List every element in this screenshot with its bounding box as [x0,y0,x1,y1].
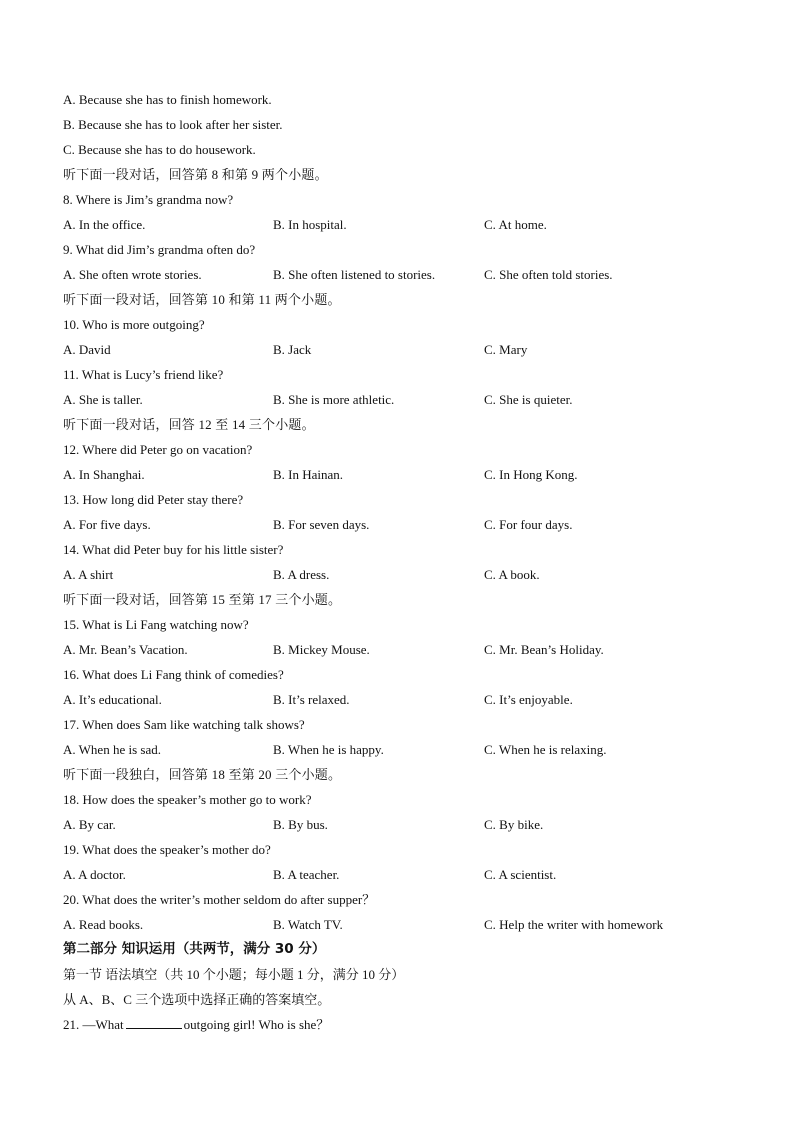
q11-stem: 11. What is Lucy’s friend like? [63,367,224,382]
q11-option-a: A. She is taller. [63,392,143,407]
q11-option-b: B. She is more athletic. [273,392,395,407]
q10-stem: 10. Who is more outgoing? [63,317,205,332]
q15-options [63,637,743,662]
q9-option-c: C. She often told stories. [484,267,613,282]
q13-option-a: A. For five days. [63,517,151,532]
q9-stem: 9. What did Jim’s grandma often do? [63,242,256,257]
q8-stem: 8. Where is Jim’s grandma now? [63,192,234,207]
section1-title: 第一节 语法填空（共 10 个小题；每小题 1 分，满分 10 分） [63,967,405,982]
q16-options [63,687,743,712]
q10-option-a: A. David [63,342,111,357]
q10-options [63,337,743,362]
q7-option-c: C. Because she has to do housework. [63,142,256,157]
q12-option-a: A. In Shanghai. [63,467,145,482]
q19-stem: 19. What does the speaker’s mother do? [63,842,271,857]
q21-stem-after: outgoing girl! Who is she？ [183,1017,330,1032]
q16-stem: 16. What does Li Fang think of comedies? [63,667,284,682]
q21-stem [63,1012,743,1037]
q7-option-c-row [63,137,743,162]
q13-stem: 13. How long did Peter stay there? [63,492,244,507]
q18-option-a: A. By car. [63,817,116,832]
q20-options [63,912,743,937]
q8-options [63,212,743,237]
instruction-18-20: 听下面一段独白，回答第 18 至第 20 三个小题。 [63,767,342,782]
instruction-8-9: 听下面一段对话，回答第 8 和第 9 两个小题。 [63,167,328,182]
q20-option-a: A. Read books. [63,917,144,932]
q10-option-c: C. Mary [484,342,528,357]
q19-option-a: A. A doctor. [63,867,126,882]
q17-option-c: C. When he is relaxing. [484,742,607,757]
q18-option-b: B. By bus. [273,817,328,832]
q9-option-b: B. She often listened to stories. [273,267,436,282]
q14-option-b: B. A dress. [273,567,330,582]
q16-option-c: C. It’s enjoyable. [484,692,573,707]
q11-option-c: C. She is quieter. [484,392,573,407]
q17-options [63,737,743,762]
instruction-15-17: 听下面一段对话，回答第 15 至第 17 三个小题。 [63,592,342,607]
q14-option-a: A. A shirt [63,567,114,582]
q13-options [63,512,743,537]
section1-instruction: 从 A、B、C 三个选项中选择正确的答案填空。 [63,992,331,1007]
q20-option-c: C. Help the writer with homework [484,917,664,932]
q7-option-b-row [63,112,743,137]
q20-option-b: B. Watch TV. [273,917,343,932]
q18-stem: 18. How does the speaker’s mother go to work? [63,792,312,807]
q9-option-a: A. She often wrote stories. [63,267,202,282]
q15-option-c: C. Mr. Bean’s Holiday. [484,642,604,657]
q8-option-a: A. In the office. [63,217,146,232]
q21-stem-before: 21. —What [63,1017,124,1032]
q7-option-a-row [63,87,743,112]
q19-options [63,862,743,887]
q19-option-b: B. A teacher. [273,867,340,882]
q20-stem: 20. What does the writer’s mother seldom do after supper？ [63,892,376,907]
exam-page [63,87,743,1037]
q21-answer-blank [126,1016,182,1029]
q15-option-a: A. Mr. Bean’s Vacation. [63,642,188,657]
q14-options [63,562,743,587]
q14-stem: 14. What did Peter buy for his little sister? [63,542,284,557]
q19-option-c: C. A scientist. [484,867,557,882]
q8-option-c: C. At home. [484,217,547,232]
q16-option-a: A. It’s educational. [63,692,162,707]
instruction-12-14: 听下面一段对话，回答 12 至 14 三个小题。 [63,417,315,432]
q17-option-a: A. When he is sad. [63,742,161,757]
part2-title: 第二部分 知识运用（共两节，满分 30 分） [63,941,326,957]
q9-options [63,262,743,287]
q7-option-b: B. Because she has to look after her sister. [63,117,283,132]
q7-option-a: A. Because she has to finish homework. [63,92,272,107]
q17-option-b: B. When he is happy. [273,742,384,757]
q12-option-c: C. In Hong Kong. [484,467,578,482]
q8-option-b: B. In hospital. [273,217,347,232]
q15-stem: 15. What is Li Fang watching now? [63,617,249,632]
q15-option-b: B. Mickey Mouse. [273,642,370,657]
q13-option-c: C. For four days. [484,517,573,532]
q16-option-b: B. It’s relaxed. [273,692,350,707]
q14-option-c: C. A book. [484,567,540,582]
q18-option-c: C. By bike. [484,817,544,832]
q12-option-b: B. In Hainan. [273,467,344,482]
q10-option-b: B. Jack [273,342,312,357]
q17-stem: 17. When does Sam like watching talk shows? [63,717,305,732]
q13-option-b: B. For seven days. [273,517,370,532]
q12-options [63,462,743,487]
instruction-10-11: 听下面一段对话，回答第 10 和第 11 两个小题。 [63,292,341,307]
q11-options [63,387,743,412]
q12-stem: 12. Where did Peter go on vacation? [63,442,253,457]
q18-options [63,812,743,837]
